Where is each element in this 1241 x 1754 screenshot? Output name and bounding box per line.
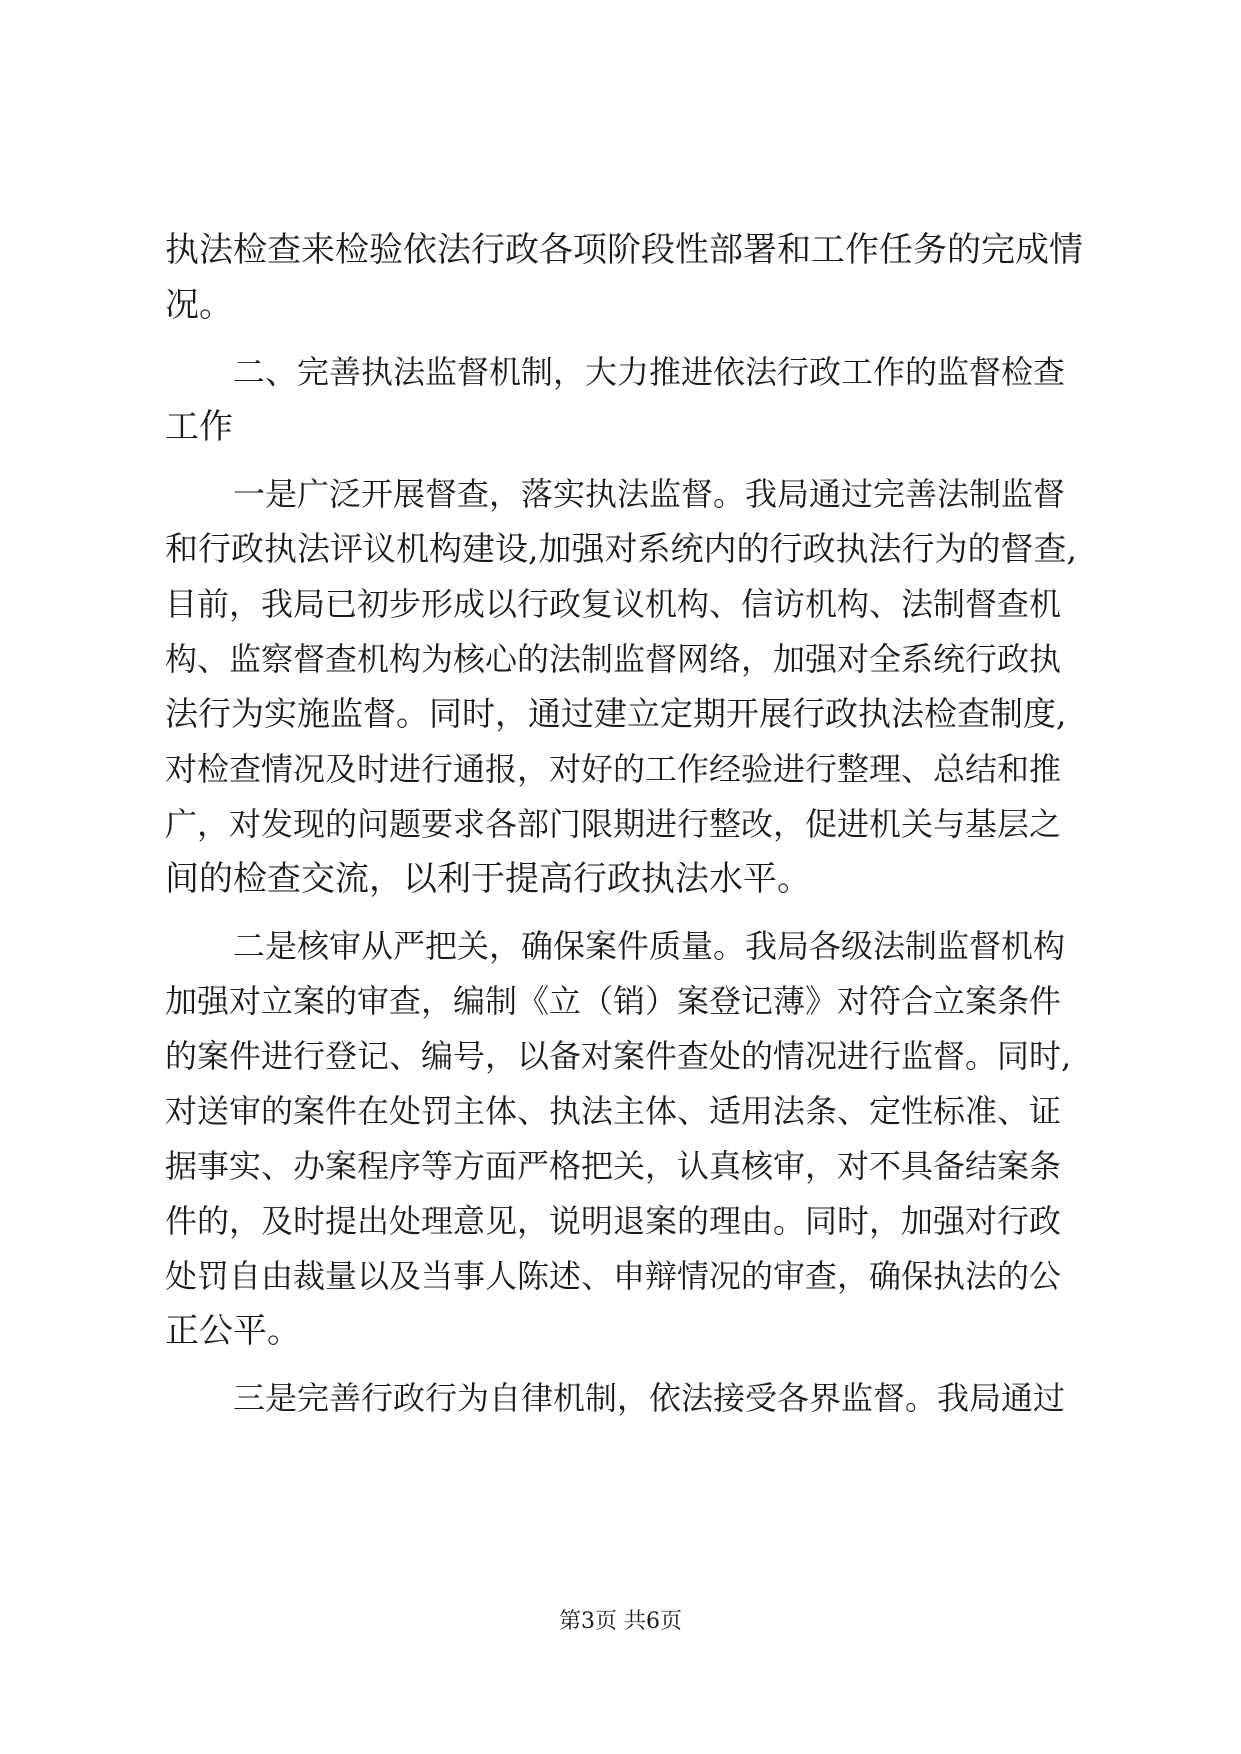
text-line: 执法检查来检验依法行政各项阶段性部署和工作任务的完成情 [165,230,1083,270]
text-line: 目前，我局已初步形成以行政复议机构、信访机构、法制督查机 [165,585,1062,623]
text-line: 况。 [165,285,233,325]
text-line: 件的，及时提出处理意见，说明退案的理由。同时，加强对行政 [165,1202,1062,1240]
text-line: 据事实、办案程序等方面严格把关，认真核审，对不具备结案条 [165,1147,1062,1185]
text-line: 二是核审从严把关，确保案件质量。我局各级法制监督机构 [233,927,1066,965]
text-line: 对送审的案件在处罚主体、执法主体、适用法条、定性标准、证 [165,1092,1062,1130]
text-line: 对检查情况及时进行通报，对好的工作经验进行整理、总结和推 [165,750,1062,788]
section-heading: 工作 [165,407,233,447]
text-line: 加强对立案的审查，编制《立（销）案登记薄》对符合立案条件 [165,982,1062,1020]
text-line: 处罚自由裁量以及当事人陈述、申辩情况的审查，确保执法的公 [165,1257,1062,1295]
text-line: 三是完善行政行为自律机制，依法接受各界监督。我局通过 [233,1379,1066,1417]
text-line: 法行为实施监督。同时，通过建立定期开展行政执法检查制度, [165,694,1067,733]
text-line: 和行政执法评议机构建设,加强对系统内的行政执法行为的督查, [165,529,1077,568]
text-line: 一是广泛开展督查，落实执法监督。我局通过完善法制监督 [233,475,1066,513]
text-line: 间的检查交流，以利于提高行政执法水平。 [165,859,811,899]
page-number-footer: 第3页 共6页 [559,1609,682,1634]
text-line: 的案件进行登记、编号，以备对案件查处的情况进行监督。同时, [165,1037,1072,1075]
text-line: 广，对发现的问题要求各部门限期进行整改，促进机关与基层之 [165,805,1062,843]
text-line: 正公平。 [165,1311,301,1351]
section-heading: 二、完善执法监督机制，大力推进依法行政工作的监督检查 [233,353,1066,391]
text-line: 构、监察督查机构为核心的法制监督网络，加强对全系统行政执 [165,640,1062,678]
